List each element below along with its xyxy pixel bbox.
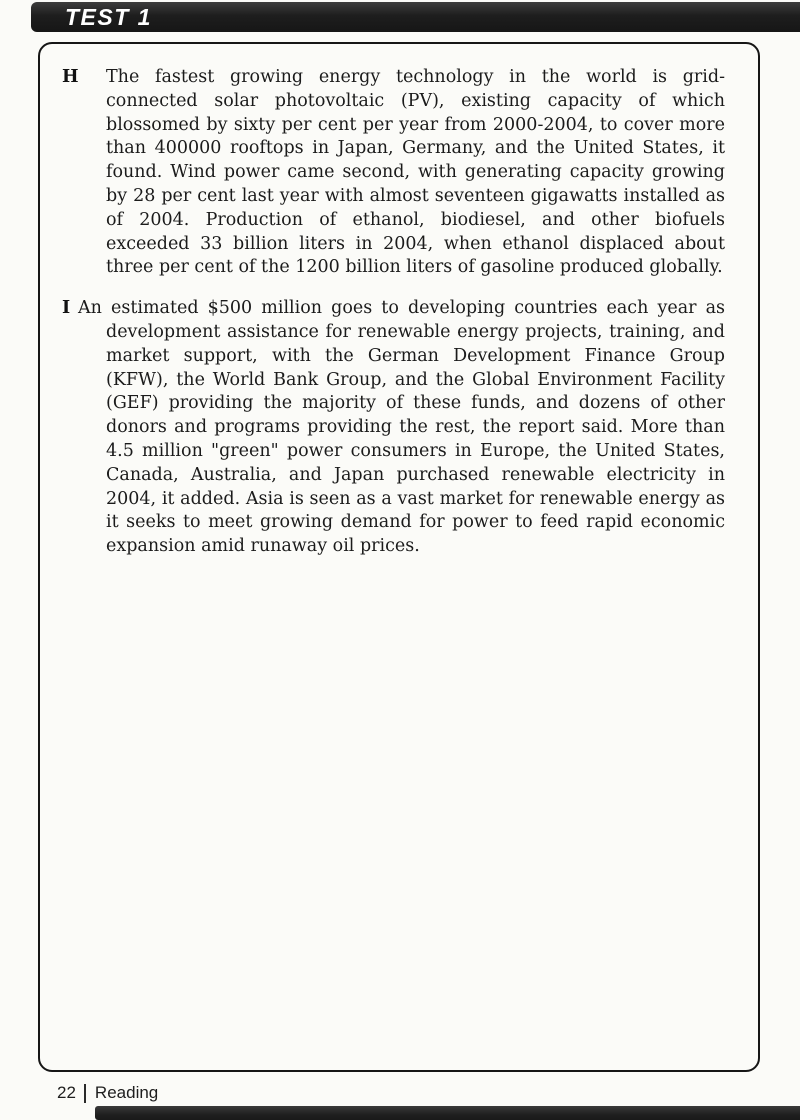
page-number: 22 [57,1083,76,1102]
reading-passage [40,44,758,559]
footer-bar [95,1106,800,1120]
paragraph-h-label: H [62,67,79,87]
content-frame [38,42,760,1072]
test-header-bar [31,2,800,32]
paragraph-h [62,66,725,280]
test-title: TEST 1 [65,4,152,30]
page-footer [57,1082,158,1104]
footer-divider [84,1084,86,1103]
paragraph-h-text: The fastest growing energy technology in the world is grid-connected solar photovoltaic (PV), existing capacity of which blossomed by sixty per cent per year from 2000-2004, to cover more than 400000 rooftops in Japan, Germany, and the United States, it found. Wind power came second, with generating capacity growing by 28 per cent last year with almost seventeen gigawatts installed as of 2004. Production of ethanol, biodiesel, and other biofuels exceeded 33 billion liters in 2004, when ethanol displaced about three per cent of the 1200 billion liters of gasoline produced globally. [106,67,725,278]
footer-section-label: Reading [94,1083,159,1102]
paragraph-i [62,297,725,559]
paragraph-i-text: An estimated $500 million goes to developing countries each year as development assistance for renewable energy projects, training, and market support, with the German Development Finance Group (KFW), the World Bank Group, and the Global Environment Facility (GEF) providing the majority of these funds, and dozens of other donors and programs providing the rest, the report said. More than 4.5 million "green" power consumers in Europe, the United States, Canada, Australia, and Japan purchased renewable electricity in 2004, it added. Asia is seen as a vast market for renewable energy as it seeks to meet growing demand for power to feed rapid economic expansion amid runaway oil prices. [78,298,725,557]
paragraph-i-label: I [62,298,71,319]
